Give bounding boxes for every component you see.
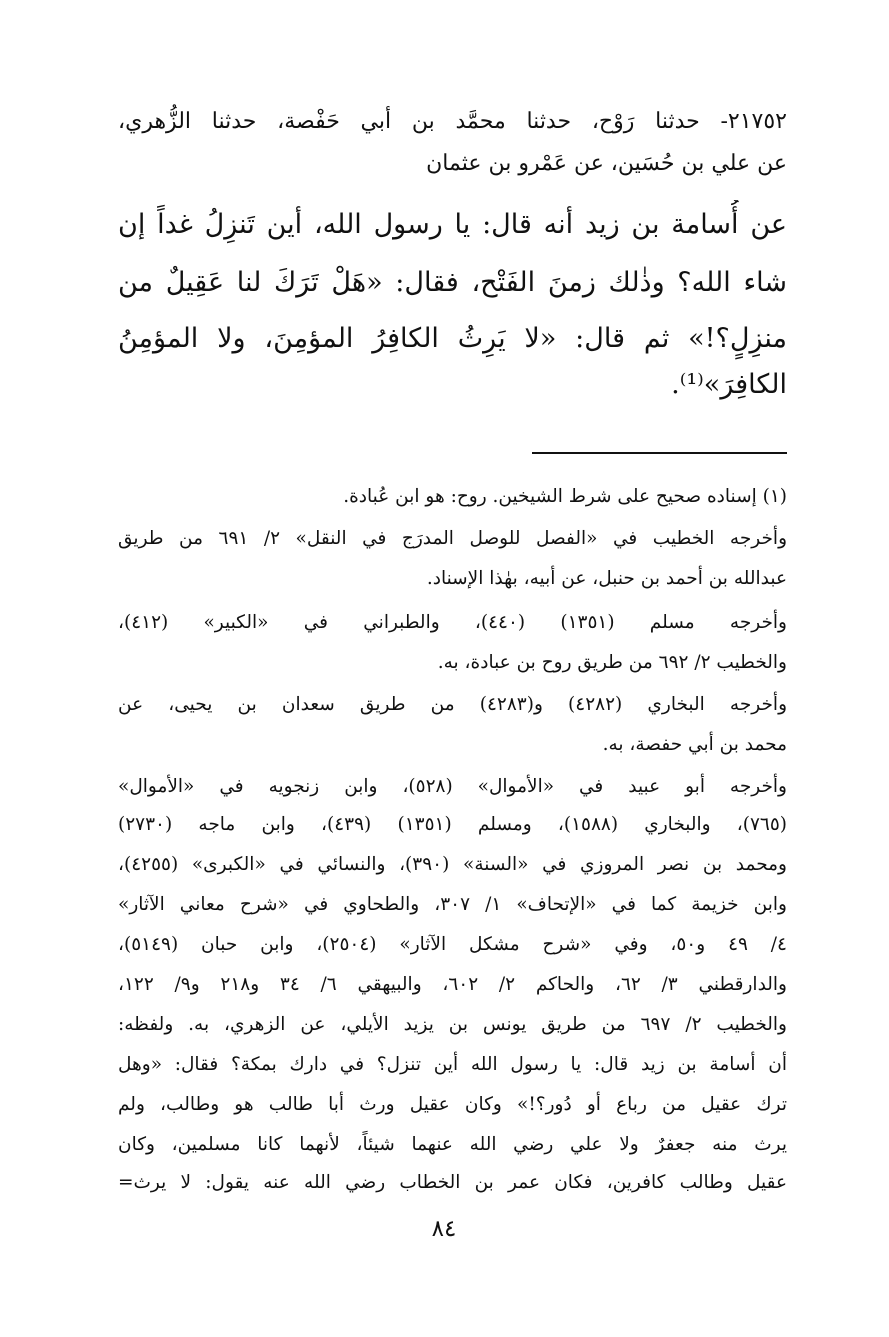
hadith-matn-line: شاء الله؟ وذٰلك زمنَ الفَتْح، فقال: «هَلْ تَرَكَ لنا عَقِيلٌ من: [118, 267, 787, 298]
footnote-line: (١) إسناده صحيح على شرط الشيخين. روح: هو ابن عُبادة.: [343, 486, 787, 507]
footnote-line: أن أسامة بن زيد قال: يا رسول الله أين تنزل؟ في دارك بمكة؟ فقال: «وهل: [118, 1054, 787, 1075]
hadith-isnad-line: عن علي بن حُسَين، عن عَمْرو بن عثمان: [426, 151, 787, 176]
hadith-matn-line: الكافِرَ»⁽¹⁾.: [671, 369, 787, 400]
footnote-line: وأخرجه مسلم (١٣٥١) (٤٤٠)، والطبراني في «الكبير» (٤١٢)،: [118, 612, 787, 633]
footnote-line: وأخرجه البخاري (٤٢٨٢) و(٤٢٨٣) من طريق سعدان بن يحيى، عن: [118, 694, 787, 715]
footnote-line: محمد بن أبي حفصة، به.: [602, 734, 787, 755]
hadith-isnad-line: ٢١٧٥٢- حدثنا رَوْح، حدثنا محمَّد بن أبي حَفْصة، حدثنا الزُّهري،: [118, 109, 787, 134]
footnote-line: ترك عقيل من رباع أو دُور؟!» وكان عقيل ورث أبا طالب هو وطالب، ولم: [118, 1094, 787, 1115]
hadith-matn-line: عن أُسامة بن زيد أنه قال: يا رسول الله، أين تَنزِلُ غداً إن: [118, 209, 787, 240]
footnote-line: ٤/ ٤٩ و٥٠، وفي «شرح مشكل الآثار» (٢٥٠٤)، وابن حبان (٥١٤٩)،: [118, 934, 787, 955]
footnote-line: والدارقطني ٣/ ٦٢، والحاكم ٢/ ٦٠٢، والبيهقي ٦/ ٣٤ و٢١٨ و٩/ ١٢٢،: [118, 974, 787, 995]
footnote-line: ومحمد بن نصر المروزي في «السنة» (٣٩٠)، والنسائي في «الكبرى» (٤٢٥٥)،: [118, 854, 787, 875]
footnote-line: والخطيب ٢/ ٦٩٢ من طريق روح بن عبادة، به.: [437, 652, 787, 673]
hadith-matn-line: منزِلٍ؟!» ثم قال: «لا يَرِثُ الكافِرُ المؤمِنَ، ولا المؤمِنُ: [118, 323, 787, 354]
footnote-line: (٧٦٥)، والبخاري (١٥٨٨)، ومسلم (١٣٥١) (٤٣٩)، وابن ماجه (٢٧٣٠): [118, 814, 787, 835]
footnote-line: عبدالله بن أحمد بن حنبل، عن أبيه، بهٰذا الإسناد.: [426, 568, 787, 589]
page-number: ٨٤: [431, 1216, 457, 1242]
footnote-line: عقيل وطالب كافرين، فكان عمر بن الخطاب رضي الله عنه يقول: لا يرث=: [118, 1172, 787, 1193]
footnote-line: وأخرجه أبو عبيد في «الأموال» (٥٢٨)، وابن زنجويه في «الأموال»: [118, 776, 787, 797]
footnote-separator: [532, 452, 787, 454]
footnote-line: وأخرجه الخطيب في «الفصل للوصل المدرَج في النقل» ٢/ ٦٩١ من طريق: [118, 528, 787, 549]
footnote-line: والخطيب ٢/ ٦٩٧ من طريق يونس بن يزيد الأيلي، عن الزهري، به. ولفظه:: [118, 1014, 787, 1035]
footnote-line: وابن خزيمة كما في «الإتحاف» ١/ ٣٠٧، والطحاوي في «شرح معاني الآثار»: [118, 894, 787, 915]
footnote-line: يرث منه جعفرٌ ولا علي رضي الله عنهما شيئاً، لأنهما كانا مسلمين، وكان: [118, 1134, 787, 1155]
